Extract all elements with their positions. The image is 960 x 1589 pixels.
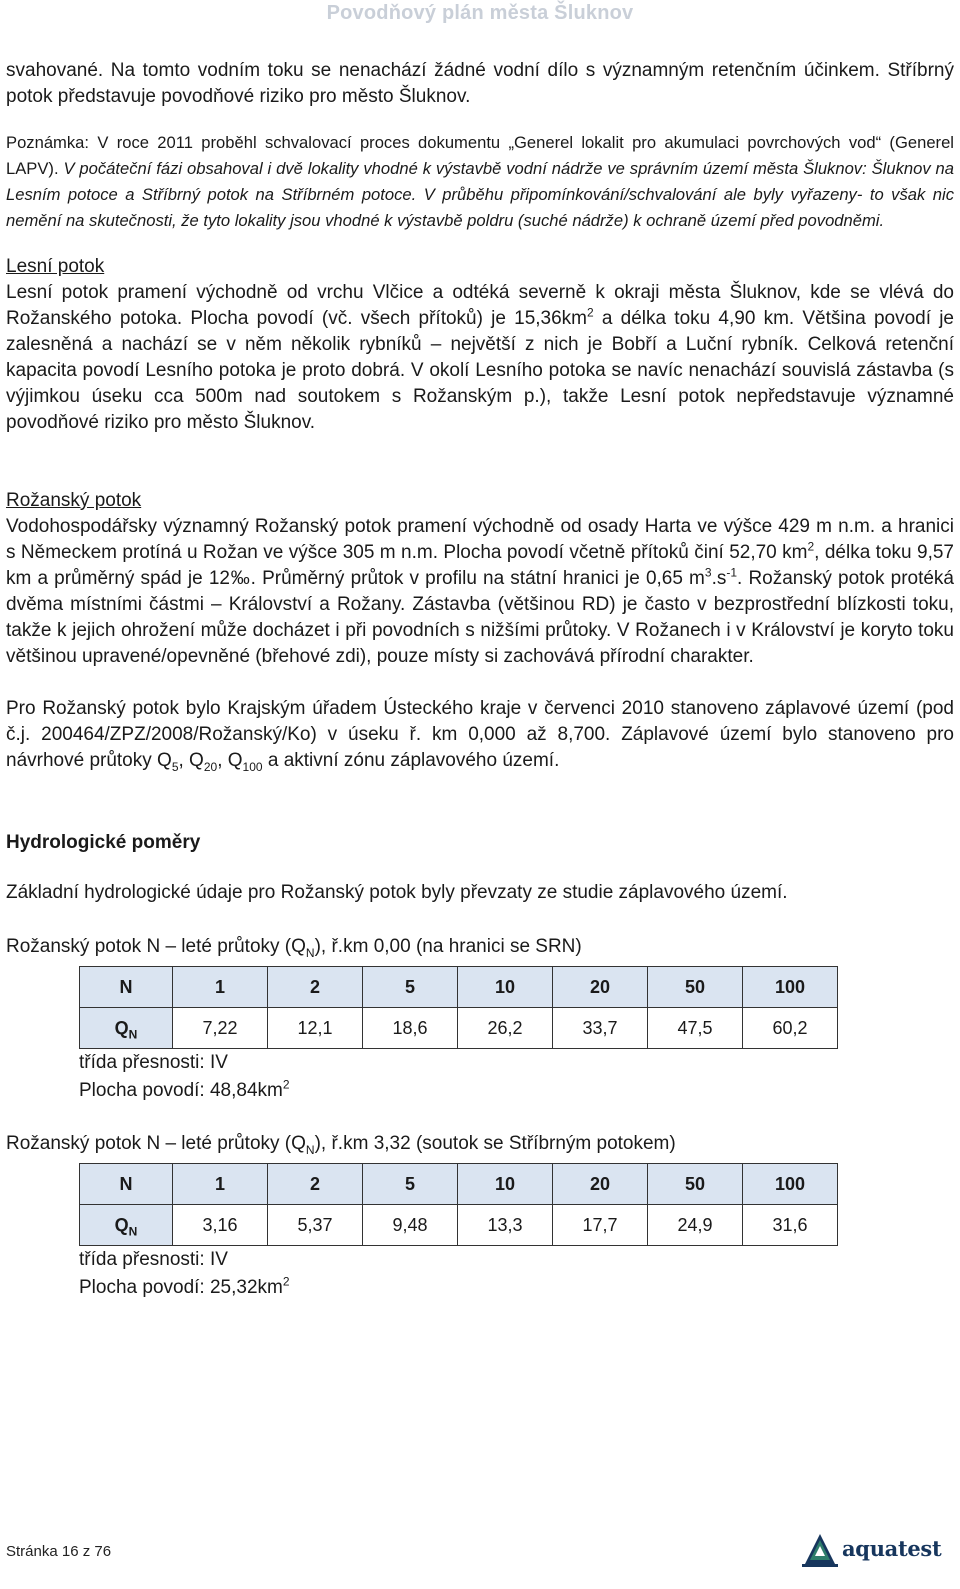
- table-cell: 2: [268, 967, 363, 1008]
- aquatest-logo-icon: [800, 1530, 840, 1570]
- table-2-area-text: Plocha povodí: 25,32km: [79, 1277, 283, 1298]
- section-title-hydro: Hydrologické poměry: [6, 832, 201, 853]
- q5-sub: 5: [171, 759, 179, 774]
- table-cell: 60,2: [743, 1008, 838, 1049]
- hydro-intro: Základní hydrologické údaje pro Rožanský potok byly převzaty ze studie záplavového území.: [6, 882, 788, 903]
- zaplavove-text-a: Pro Rožanský potok bylo Krajským úřadem Ústeckého kraje v červenci 2010 stanoveno záplavové území (pod č.j. 200464/ZPZ/2008/Rožanský/Ko) v úseku ř. km 0,000 až 8,700. Záplavové území bylo stanoveno pro návrhové průtoky Q: [6, 698, 954, 771]
- table-cell: 5: [363, 1164, 458, 1205]
- table-2-caption-a: Rožanský potok N – leté průtoky (Q: [6, 1133, 306, 1154]
- table-cell: 3,16: [173, 1205, 268, 1246]
- table-row: [80, 1008, 838, 1049]
- table-cell: 1: [173, 1164, 268, 1205]
- table-cell-q-label: [80, 1008, 173, 1049]
- table-cell: 26,2: [458, 1008, 553, 1049]
- comma-2: , Q: [217, 750, 243, 771]
- lesni-text-b: a délka toku 4,90 km. Většina povodí je zalesněná a nachází se v něm několik rybníků – největší z nich je Bobří a Luční rybník. Celková retenční kapacita povodí Lesního potoka je proto dobrá. V okolí Lesního potoka se navíc nenachází souvislá zástavba (s výjimkou úseku cca 500m nad soutokem s Rožanským p.), takže Lesní potok nepředstavuje významné povodňové riziko pro město Šluknov.: [6, 308, 954, 433]
- table-cell: 50: [648, 1164, 743, 1205]
- table-1-area: [79, 1077, 954, 1105]
- intro-paragraph: svahované. Na tomto vodním toku se nenachází žádné vodní dílo s významným retenčním účinkem. Stříbrný potok představuje povodňové riziko pro město Šluknov.: [6, 60, 954, 107]
- q20-sub: 20: [203, 759, 218, 774]
- rozansky-text-3: .s: [711, 568, 727, 589]
- table-cell: 10: [458, 1164, 553, 1205]
- lesni-paragraph: [6, 280, 954, 436]
- table-cell: 100: [743, 967, 838, 1008]
- table-2-accuracy: třída přesnosti: IV: [79, 1249, 228, 1270]
- table-cell: 12,1: [268, 1008, 363, 1049]
- table-cell: 24,9: [648, 1205, 743, 1246]
- zaplavove-text-b: a aktivní zónu záplavového území.: [262, 750, 560, 771]
- table-1-caption-a: Rožanský potok N – leté průtoky (Q: [6, 936, 306, 957]
- q-label: Q: [114, 1017, 129, 1038]
- rozansky-sup-3: -1: [726, 565, 738, 580]
- table-cell: 7,22: [173, 1008, 268, 1049]
- table-2-area: [79, 1274, 954, 1302]
- table-row: [80, 1164, 838, 1205]
- q-label-sub: N: [128, 1027, 138, 1042]
- lesni-text-a: Lesní potok pramení východně od vrchu Vlčice a odtéká severně k okraji města Šluknov, kde se vlévá do Rožanského potoka. Plocha povodí (vč. všech přítoků) je 15,36km: [6, 282, 954, 329]
- table-cell-n-label: N: [80, 967, 173, 1008]
- aquatest-logo: [800, 1530, 950, 1570]
- comma-1: , Q: [178, 750, 204, 771]
- table-row: [80, 1205, 838, 1246]
- table-cell: 50: [648, 967, 743, 1008]
- rozansky-text-4: . Rožanský potok protéká dvěma místními částmi – Království a Rožany. Zástavba (většinou RD) je často v bezprostřední blízkosti toku, takže k jejich ohrožení může docházet i při povodních s nižšími průtoky. V Rožanech i v Království je koryto toku většinou upravené/opevněné (břehové zdi), pouze místy si zachovává přírodní charakter.: [6, 568, 954, 667]
- table-cell: 2: [268, 1164, 363, 1205]
- rozansky-paragraph: [6, 514, 954, 670]
- q-label: Q: [114, 1214, 129, 1235]
- logo-text: aquatest: [842, 1536, 942, 1561]
- table-cell-n-label: N: [80, 1164, 173, 1205]
- table-1-caption-b: ), ř.km 0,00 (na hranici se SRN): [314, 936, 582, 957]
- page-number: Stránka 16 z 76: [6, 1543, 112, 1560]
- table-cell: 5: [363, 967, 458, 1008]
- section-title-lesni: Lesní potok: [6, 256, 105, 277]
- q100-sub: 100: [242, 759, 263, 774]
- q-label-sub: N: [128, 1224, 138, 1239]
- table-2-caption: [6, 1131, 954, 1157]
- table-cell: 17,7: [553, 1205, 648, 1246]
- table-cell: 9,48: [363, 1205, 458, 1246]
- table-cell: 47,5: [648, 1008, 743, 1049]
- table-cell: 18,6: [363, 1008, 458, 1049]
- table-cell: 1: [173, 967, 268, 1008]
- rozansky-text-2: , délka toku 9,57 km a průměrný spád je 12‰. Průměrný průtok v profilu na státní hranici je 0,65 m: [6, 542, 954, 589]
- table-cell: 10: [458, 967, 553, 1008]
- table-row: [80, 967, 838, 1008]
- note-text-italic: V počáteční fázi obsahoval i dvě lokality vhodné k výstavbě vodní nádrže ve správním území města Šluknov: Šluknov na Lesním potoce a Stříbrný potok na Stříbrném potoce. V průběhu připomínkování/schvalování ale byly vyřazeny- to však nic nemění na skutečnosti, že tyto lokality jsou vhodné k výstavbě poldru (suché nádrže) k ochraně území před povodněmi.: [6, 159, 954, 230]
- rozansky-sup-2: 3: [704, 565, 712, 580]
- note-paragraph: [6, 130, 954, 234]
- table-2: [79, 1163, 838, 1246]
- page-header-title: Povodňový plán města Šluknov: [326, 2, 634, 24]
- table-2-area-sup: 2: [282, 1274, 290, 1289]
- section-title-rozansky: Rožanský potok: [6, 490, 142, 511]
- table-cell-q-label: [80, 1205, 173, 1246]
- table-1: [79, 966, 838, 1049]
- note-text-regular: Poznámka: V roce 2011 proběhl schvalovací proces dokumentu „Generel lokalit pro akumulaci povrchových vod“ (Generel LAPV).: [6, 133, 954, 178]
- lesni-sup: 2: [587, 305, 594, 320]
- table-cell: 13,3: [458, 1205, 553, 1246]
- rozansky-text-1: Vodohospodářsky významný Rožanský potok pramení východně od osady Harta ve výšce 429 m n.m. a hranici s Německem protíná u Rožan ve výšce 305 m n.m. Plocha povodí včetně přítoků činí 52,70 km: [6, 516, 954, 563]
- table-1-area-text: Plocha povodí: 48,84km: [79, 1080, 283, 1101]
- zaplavove-paragraph: [6, 696, 954, 774]
- table-2-caption-sub: N: [305, 1142, 315, 1157]
- table-1-caption: [6, 934, 954, 960]
- table-cell: 20: [553, 1164, 648, 1205]
- table-cell: 5,37: [268, 1205, 363, 1246]
- table-cell: 20: [553, 967, 648, 1008]
- table-cell: 31,6: [743, 1205, 838, 1246]
- table-1-area-sup: 2: [282, 1077, 290, 1092]
- table-1-accuracy: třída přesnosti: IV: [79, 1052, 228, 1073]
- table-cell: 100: [743, 1164, 838, 1205]
- table-cell: 33,7: [553, 1008, 648, 1049]
- table-1-caption-sub: N: [305, 945, 315, 960]
- rozansky-sup-1: 2: [807, 539, 815, 554]
- document-body: [6, 58, 954, 1302]
- table-2-caption-b: ), ř.km 3,32 (soutok se Stříbrným potokem): [314, 1133, 676, 1154]
